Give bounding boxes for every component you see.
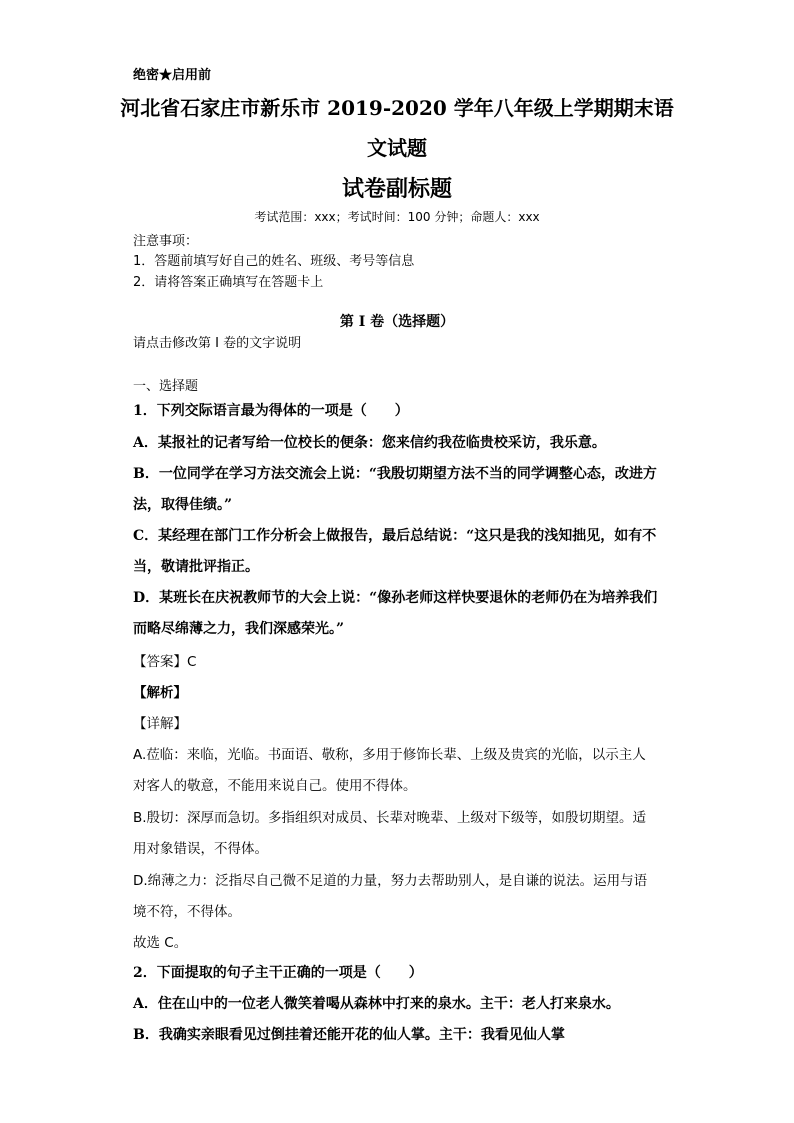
explanation-b-line2: 用对象错误，不得体。 [133,841,268,857]
question-1-option-b-line2: 法，取得佳绩。” [133,497,233,513]
exam-title-line1: 河北省石家庄市新乐市 2019-2020 学年八年级上学期期末语 [120,96,674,120]
question-2-option-b: B．我确实亲眼看见过倒挂着还能开花的仙人掌。主干：我看见仙人掌 [133,1027,565,1043]
notice-item-2: 2．请将答案正确填写在答题卡上 [133,275,324,290]
notice-heading: 注意事项： [133,234,199,249]
part-heading: 一、选择题 [133,379,199,394]
answer-label: 【答案】C [133,654,197,670]
question-1-option-c-line2: 当，敬请批评指正。 [133,559,259,575]
notice-item-1: 1．答题前填写好自己的姓名、班级、考号等信息 [133,254,415,269]
detail-label: 【详解】 [133,716,187,732]
explanation-a-line1: A.莅临：来临，光临。书面语、敬称，多用于修饰长辈、上级及贵宾的光临，以示主人 [133,747,646,763]
exam-info: 考试范围：xxx；考试时间：100 分钟；命题人：xxx [254,210,540,224]
question-1-option-a: A．某报社的记者写给一位校长的便条：您来信约我莅临贵校采访，我乐意。 [133,435,606,451]
section-title: 第 I 卷（选择题） [339,314,455,330]
question-1-option-d-line2: 而略尽绵薄之力，我们深感荣光。” [133,621,345,637]
explanation-d-line2: 境不符，不得体。 [133,904,241,920]
explanation-a-line2: 对客人的敬意，不能用来说自己。使用不得体。 [133,778,417,794]
section-description: 请点击修改第 I 卷的文字说明 [133,336,302,351]
question-2-option-a: A．住在山中的一位老人微笑着喝从森林中打来的泉水。主干：老人打来泉水。 [133,996,620,1012]
analysis-label: 【解析】 [133,685,187,701]
exam-title-line2: 文试题 [367,136,427,160]
question-2-stem: 2．下面提取的句子主干正确的一项是（ ） [133,965,423,981]
question-1-option-d-line1: D．某班长在庆祝教师节的大会上说：“像孙老师这样快要退休的老师仍在为培养我们 [133,590,658,606]
explanation-b-line1: B.殷切：深厚而急切。多指组织对成员、长辈对晚辈、上级对下级等，如殷切期望。适 [133,810,647,826]
question-1-option-c-line1: C．某经理在部门工作分析会上做报告，最后总结说：“这只是我的浅知拙见，如有不 [133,528,657,544]
exam-subtitle: 试卷副标题 [341,176,452,202]
explanation-d-line1: D.绵薄之力：泛指尽自己微不足道的力量，努力去帮助别人，是自谦的说法。运用与语 [133,873,648,889]
confidential-mark: 绝密★启用前 [133,68,212,83]
question-1-option-b-line1: B．一位同学在学习方法交流会上说：“我殷切期望方法不当的同学调整心态，改进方 [133,466,657,482]
question-1-stem: 1．下列交际语言最为得体的一项是（ ） [133,403,409,419]
conclusion: 故选 C。 [133,935,188,951]
